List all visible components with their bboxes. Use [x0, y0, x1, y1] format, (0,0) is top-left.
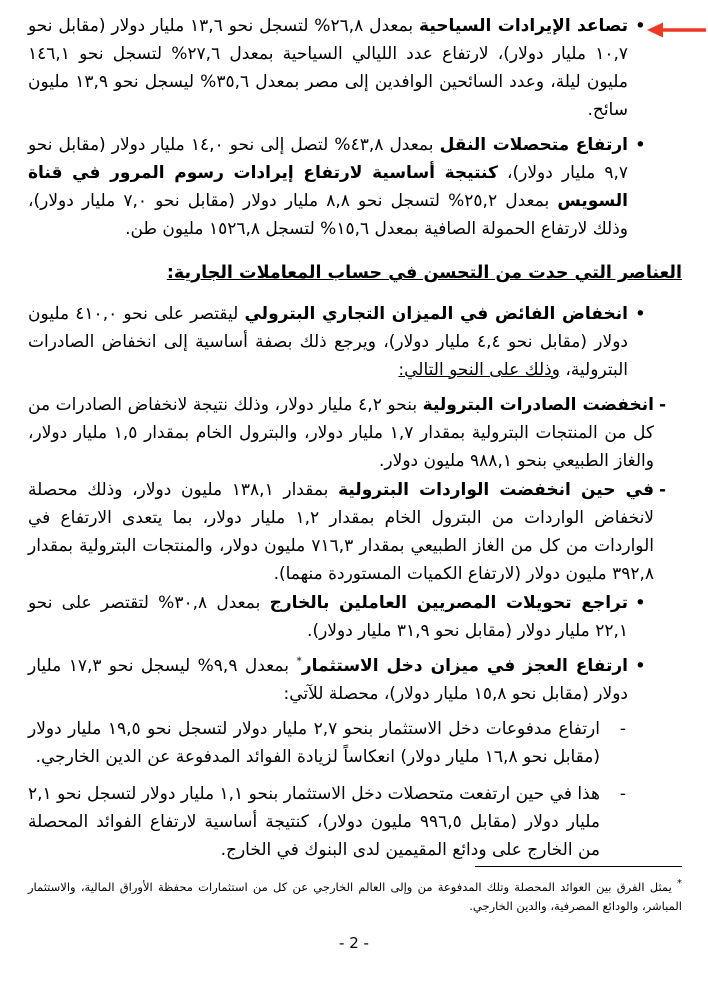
page-number: - 2 -: [339, 934, 369, 952]
section-heading-limiting-factors: [28, 259, 682, 287]
dash-icon: -: [619, 784, 626, 804]
bullet-item-transport-receipts: [28, 131, 682, 243]
sub-item-text: في حين انخفضت الواردات البترولية بمقدار ١٣٨,١ مليون دولار، وذلك محصلة لانخفاض الواردات من البترول الخام بمقدار ١,٢ مليار دولار، بما يتعدى الارتفاع في الواردات من كل من الغاز الطبيعي بمقدار ٧١٦,٣ مليون دولار، والمنتجات البترولية بمقدار ٣٩٢,٨ مليون دولار (لارتفاع الكميات المستوردة منهما).: [28, 480, 654, 584]
sub-item-text: هذا في حين ارتفعت متحصلات دخل الاستثمار بنحو ١,١ مليار دولار لتسجل نحو ٢,١ مليار دولار (مقابل ٩٩٦,٥ مليون دولار)، كنتيجة أساسية لارتفاع الفوائد المحصلة من الخارج على ودائع المقيمين لدى البنوك في الخارج.: [28, 784, 600, 860]
bullet-dot-icon: •: [634, 15, 646, 37]
dash-icon: -: [658, 480, 666, 500]
bullet-text: تراجع تحويلات المصريين العاملين بالخارج بمعدل ٣٠,٨% لتقتصر على نحو ٢٢,١ مليار دولار (مقابل نحو ٣١,٩ مليار دولار).: [28, 593, 629, 641]
dash-icon: -: [619, 719, 626, 739]
footnote-text-block: [28, 874, 682, 916]
bullet-text: انخفاض الفائض في الميزان التجاري البترولي ليقتصر على نحو ٤١٠,٠ مليون دولار (مقابل نحو ٤,٤ مليار دولار)، ويرجع ذلك بصفة أساسية إلى انخفاض الصادرات البترولية، وذلك على النحو التالي:: [28, 304, 628, 380]
bullet-text: ارتفاع العجز في ميزان دخل الاستثمار* بمعدل ٩,٩% ليسجل نحو ١٧,٣ مليار دولار (مقابل نحو ١٥,٨ مليار دولار)، محصلة للآتي:: [28, 654, 628, 704]
sub-item-investment-income-receipts: [28, 780, 682, 864]
sub-item-petroleum-imports: [28, 476, 682, 588]
bullet-item-tourism-revenues: [28, 12, 682, 124]
footnote-text: يمثل الفرق بين العوائد المحصلة وتلك المدفوعة من وإلى العالم الخارجي عن كل من استثمارات محفظة الأوراق المالية، والاستثمار المباشر، والودائع المصرفية، والدين الخارجي.: [28, 879, 682, 913]
bullet-text: تصاعد الإيرادات السياحية بمعدل ٢٦,٨% لتسجل نحو ١٣,٦ مليار دولار (مقابل نحو ١٠,٧ مليار دولار)، لارتفاع عدد الليالي السياحية بمعدل ٢٧,٦% لتسجل نحو ١٤٦,١ مليون ليلة، وعدد السائحين الوافدين إلى مصر بمعدل ٣٥,٦% ليسجل نحو ١٣,٩ مليون سائح.: [28, 16, 628, 120]
bullet-dot-icon: •: [634, 655, 646, 677]
bullet-dot-icon: •: [634, 592, 646, 614]
dash-icon: -: [658, 395, 666, 415]
bullet-item-petroleum-trade-surplus: [28, 300, 682, 384]
footnote-divider: [475, 866, 682, 867]
bullet-dot-icon: •: [634, 303, 646, 325]
heading-text: العناصر التي حدت من التحسن في حساب المعاملات الجارية:: [166, 263, 682, 283]
sub-item-petroleum-exports: [28, 391, 682, 475]
footnote-asterisk: *: [677, 878, 682, 889]
footnote-area: [28, 866, 682, 916]
bullet-dot-icon: •: [634, 134, 646, 156]
bullet-text: ارتفاع متحصلات النقل بمعدل ٤٣,٨% لتصل إلى نحو ١٤,٠ مليار دولار (مقابل نحو ٩,٧ مليار دولار)، كنتيجة أساسية لارتفاع إيرادات رسوم المرور في قناة السويس بمعدل ٢٥,٢% لتسجل نحو ٨,٨ مليار دولار (مقابل نحو ٧,٠ مليار دولار)، وذلك لارتفاع الحمولة الصافية بمعدل ١٥,٦% لتسجل ١٥٢٦,٨ مليون طن.: [28, 135, 628, 239]
bullet-item-workers-remittances: [28, 589, 682, 645]
sub-item-investment-income-payments: [28, 715, 682, 771]
bullet-item-investment-income-deficit: [28, 652, 682, 708]
sub-item-text: انخفضت الصادرات البترولية بنحو ٤,٢ مليار دولار، وذلك نتيجة لانخفاض الصادرات من كل من المنتجات البترولية بمقدار ١,٧ مليار دولار، والبترول الخام بمقدار ١,٥ مليار دولار، والغاز الطبيعي بنحو ٩٨٨,١ مليون دولار.: [28, 395, 655, 471]
document-body: [28, 12, 682, 873]
sub-item-text: ارتفاع مدفوعات دخل الاستثمار بنحو ٢,٧ مليار دولار لتسجل نحو ١٩,٥ مليار دولار (مقابل نحو ١٦,٨ مليار دولار) انعكاساً لزيادة الفوائد المدفوعة عن الدين الخارجي.: [28, 719, 600, 767]
